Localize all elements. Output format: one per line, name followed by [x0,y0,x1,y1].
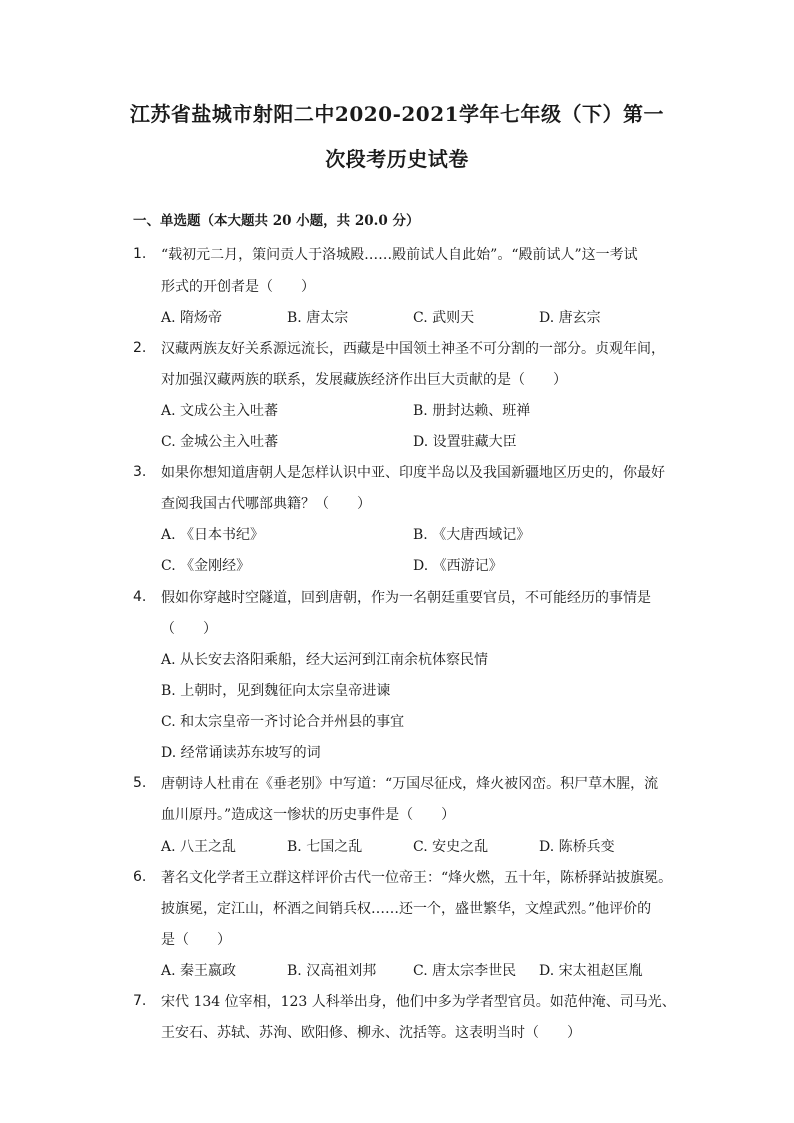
question-stem-line: 假如你穿越时空隧道，回到唐朝，作为一名朝廷重要官员，不可能经历的事情是 [161,590,651,606]
question-stem-line: 形式的开创者是（ ） [161,279,315,295]
option-b: B. 七国之乱 [287,839,363,855]
option-d: D. 经常诵读苏东坡写的词 [161,745,321,761]
section-heading: 一、单选题（本大题共 20 小题，共 20.0 分） [133,213,420,229]
question-stem-line: “载初元二月，策问贡人于洛城殿……殿前试人自此始”。“殿前试人”这一考试 [161,247,638,263]
option-c: C. 武则天 [413,310,475,326]
question-number: 6. [133,869,147,885]
exam-title-line-1: 江苏省盐城市射阳二中2020-2021学年七年级（下）第一 [129,102,665,126]
question-number: 4. [133,589,147,605]
question-stem-line: （ ） [161,621,217,637]
option-a: A. 八王之乱 [161,839,237,855]
question-stem-line: 如果你想知道唐朝人是怎样认识中亚、印度半岛以及我国新疆地区历史的，你最好 [161,465,665,481]
question-stem-line: 汉藏两族友好关系源远流长，西藏是中国领土神圣不可分割的一部分。贞观年间， [161,341,665,357]
option-d: D. 陈桥兵变 [539,839,615,855]
question-stem-line: 王安石、苏轼、苏洵、欧阳修、柳永、沈括等。这表明当时（ ） [161,1025,581,1041]
option-a: A. 文成公主入吐蕃 [161,403,279,419]
option-b: B. 册封达赖、班禅 [413,403,531,419]
option-b: B. 《大唐西域记》 [413,527,531,543]
option-a: A. 秦王嬴政 [161,963,237,979]
question-stem-line: 是（ ） [161,932,231,948]
question-number: 5. [133,775,147,791]
question-stem-line: 著名文化学者王立群这样评价古代一位帝王：“烽火燃，五十年，陈桥驿站披旗冕。 [161,870,673,886]
question-stem-line: 披旗冕，定江山，杯酒之间销兵权……还一个，盛世繁华，文煌武烈。”他评价的 [161,901,652,917]
option-c: C. 和太宗皇帝一齐讨论合并州县的事宜 [161,714,405,730]
option-c: C. 唐太宗李世民 [413,963,517,979]
option-a: A. 隋炀帝 [161,310,223,326]
option-b: B. 上朝时，见到魏征向太宗皇帝进谏 [161,683,391,699]
question-stem-line: 宋代 134 位宰相，123 人科举出身，他们中多为学者型官员。如范仲淹、司马光、 [161,994,676,1010]
question-stem-line: 对加强汉藏两族的联系，发展藏族经济作出巨大贡献的是（ ） [161,372,567,388]
option-c: C. 安史之乱 [413,839,489,855]
question-number: 2. [133,340,147,356]
option-c: C. 《金刚经》 [161,558,251,574]
option-c: C. 金城公主入吐蕃 [161,434,279,450]
option-b: B. 汉高祖刘邦 [287,963,377,979]
question-number: 7. [133,993,147,1009]
option-a: A. 《日本书纪》 [161,527,265,543]
option-d: D. 设置驻藏大臣 [413,434,517,450]
question-number: 3. [133,464,147,480]
question-stem-line: 唐朝诗人杜甫在《垂老别》中写道：“万国尽征戍，烽火被冈峦。积尸草木腥，流 [161,776,659,792]
option-a: A. 从长安去洛阳乘船，经大运河到江南余杭体察民情 [161,652,489,668]
option-d: D. 宋太祖赵匡胤 [539,963,643,979]
question-number: 1. [133,246,147,262]
option-d: D. 《西游记》 [413,558,503,574]
question-stem-line: 查阅我国古代哪部典籍？（ ） [161,496,371,512]
exam-title-line-2: 次段考历史试卷 [325,147,469,171]
option-b: B. 唐太宗 [287,310,349,326]
option-d: D. 唐玄宗 [539,310,601,326]
question-stem-line: 血川原丹。”造成这一惨状的历史事件是（ ） [161,807,456,823]
